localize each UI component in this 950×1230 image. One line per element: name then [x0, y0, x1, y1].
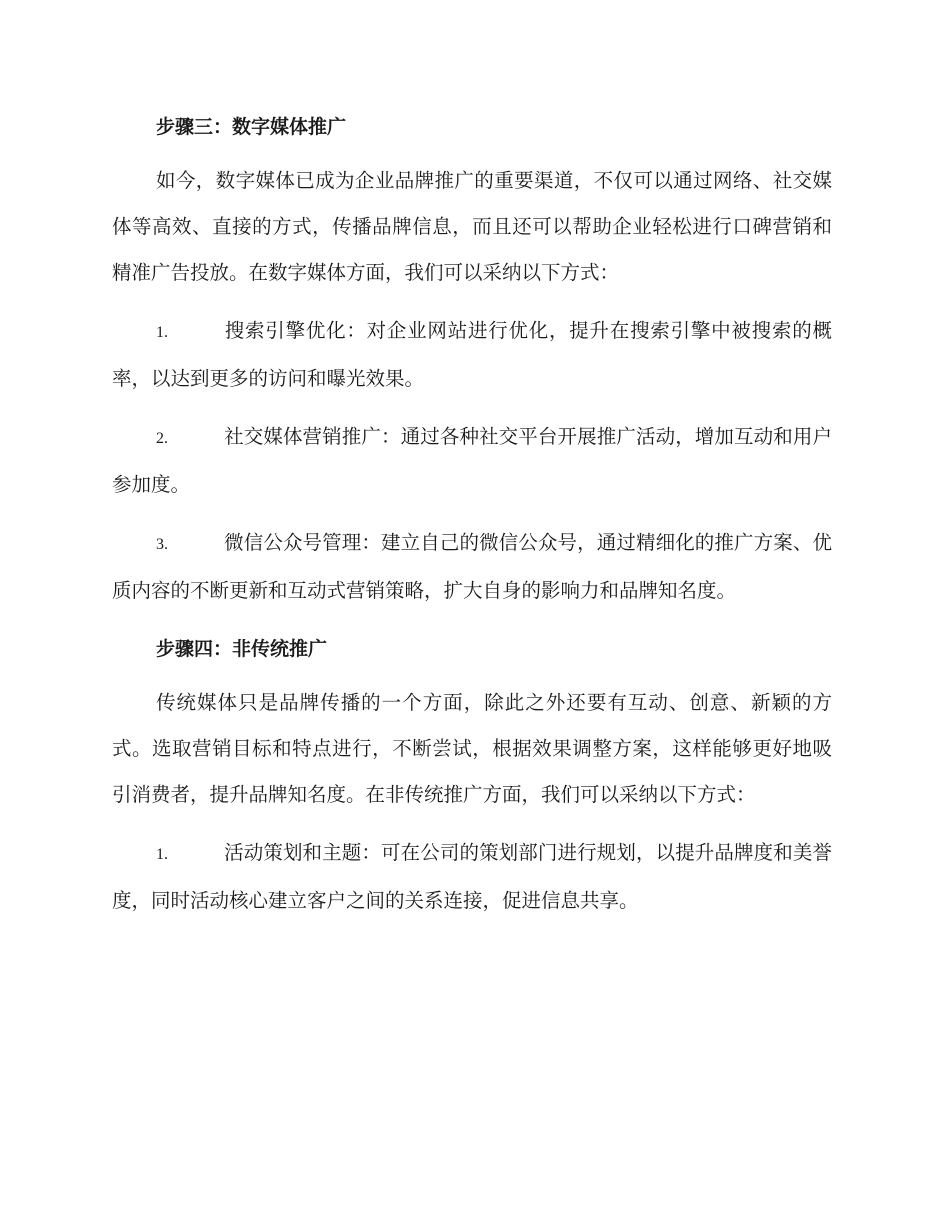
section-intro-paragraph: 传统媒体只是品牌传播的一个方面，除此之外还要有互动、创意、新颖的方式。选取营销目标和特点进行，不断尝试，根据效果调整方案，这样能够更好地吸引消费者，提升品牌知名度。在非传统推广方面，我们可以采纳以下方式：: [112, 691, 832, 806]
list-item-text: 活动策划和主题：可在公司的策划部门进行规划，以提升品牌度和美誉度，同时活动核心建立客户之间的关系连接，促进信息共享。: [112, 841, 832, 912]
section-step-three: [112, 104, 832, 614]
list-item-number: 3.: [156, 536, 168, 553]
section-step-four: [112, 626, 832, 924]
list-item: [112, 520, 832, 614]
list-item-number: 1.: [156, 846, 168, 863]
list-item-number: 2.: [156, 430, 168, 447]
section-intro-paragraph: 如今，数字媒体已成为企业品牌推广的重要渠道，不仅可以通过网络、社交媒体等高效、直接的方式，传播品牌信息，而且还可以帮助企业轻松进行口碑营销和精准广告投放。在数字媒体方面，我们可以采纳以下方式：: [112, 169, 832, 284]
list-item: [112, 830, 832, 924]
document-body: [112, 104, 832, 936]
list-item: [112, 308, 832, 402]
list-item-text: 微信公众号管理：建立自己的微信公众号，通过精细化的推广方案、优质内容的不断更新和互动式营销策略，扩大自身的影响力和品牌知名度。: [112, 531, 832, 602]
list-item-text: 搜索引擎优化：对企业网站进行优化，提升在搜索引擎中被搜索的概率，以达到更多的访问和曝光效果。: [112, 319, 832, 390]
section-heading: 步骤四：非传统推广: [156, 638, 328, 660]
list-item-text: 社交媒体营销推广：通过各种社交平台开展推广活动，增加互动和用户参加度。: [112, 425, 832, 496]
list-item-number: 1.: [156, 324, 168, 341]
section-heading: 步骤三：数字媒体推广: [156, 116, 347, 138]
list-item: [112, 414, 832, 508]
